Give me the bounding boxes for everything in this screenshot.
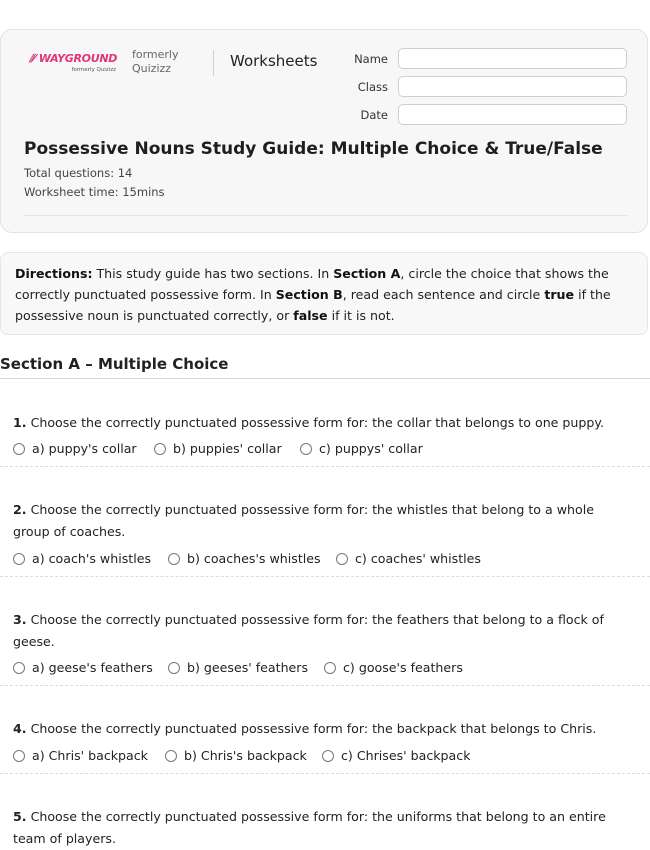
option-label: b) puppies' collar <box>173 441 282 456</box>
question-separator <box>0 685 650 686</box>
true-keyword: true <box>544 287 575 302</box>
question-3-options <box>13 660 463 675</box>
radio-icon[interactable] <box>168 662 180 674</box>
directions-label: Directions: <box>15 266 93 281</box>
option-c[interactable] <box>300 441 423 456</box>
option-b[interactable] <box>165 748 322 763</box>
question-text: Choose the correctly punctuated possessive form for: the feathers that belong to a flock of geese. <box>13 612 604 649</box>
option-label: a) geese's feathers <box>32 660 153 675</box>
question-1 <box>13 412 633 434</box>
formerly-label: formerly <box>132 48 179 61</box>
formerly-name: Quizizz <box>132 62 172 75</box>
option-c[interactable] <box>324 660 463 675</box>
brand-subtitle: formerly Quizizz <box>71 67 116 73</box>
radio-icon[interactable] <box>336 553 348 565</box>
wayground-logo <box>29 52 119 73</box>
radio-icon[interactable] <box>13 553 25 565</box>
section-a-title: Section A – Multiple Choice <box>0 355 229 373</box>
directions-text: if the possessive noun is punctuated correctly, or <box>15 287 611 323</box>
false-keyword: false <box>293 308 328 323</box>
radio-icon[interactable] <box>168 553 180 565</box>
header-rule <box>24 215 627 216</box>
date-field[interactable] <box>398 104 627 125</box>
question-4 <box>13 718 633 740</box>
worksheets-label: Worksheets <box>230 52 318 70</box>
section-a-ref: Section A <box>333 266 401 281</box>
worksheet-header <box>0 29 648 233</box>
option-a[interactable] <box>13 748 165 763</box>
section-rule <box>0 378 650 379</box>
question-5 <box>13 806 633 850</box>
option-label: a) Chris' backpack <box>32 748 148 763</box>
directions-text: if it is not. <box>327 308 395 323</box>
directions-text: , read each sentence and circle <box>342 287 545 302</box>
radio-icon[interactable] <box>322 750 334 762</box>
header-divider <box>213 50 214 76</box>
option-b[interactable] <box>154 441 300 456</box>
date-label: Date <box>360 108 388 122</box>
option-label: a) puppy's collar <box>32 441 137 456</box>
option-b[interactable] <box>168 660 324 675</box>
option-label: c) coaches' whistles <box>355 551 481 566</box>
option-label: b) Chris's backpack <box>184 748 307 763</box>
question-text: Choose the correctly punctuated possessive form for: the collar that belongs to one puppy. <box>26 415 605 430</box>
radio-icon[interactable] <box>165 750 177 762</box>
radio-icon[interactable] <box>300 443 312 455</box>
class-label: Class <box>357 80 388 94</box>
option-a[interactable] <box>13 660 168 675</box>
option-a[interactable] <box>13 441 154 456</box>
directions-box <box>0 252 648 335</box>
directions-text: This study guide has two sections. In <box>92 266 334 281</box>
question-text: Choose the correctly punctuated possessive form for: the whistles that belong to a whole group of coaches. <box>13 502 594 539</box>
radio-icon[interactable] <box>13 750 25 762</box>
question-separator <box>0 576 650 577</box>
option-label: c) Chrises' backpack <box>341 748 471 763</box>
question-1-options <box>13 441 423 456</box>
worksheet-time: Worksheet time: 15mins <box>24 185 165 199</box>
radio-icon[interactable] <box>154 443 166 455</box>
question-separator <box>0 773 650 774</box>
class-field[interactable] <box>398 76 627 97</box>
question-text: Choose the correctly punctuated possessive form for: the backpack that belongs to Chris. <box>26 721 597 736</box>
radio-icon[interactable] <box>324 662 336 674</box>
section-b-ref: Section B <box>275 287 343 302</box>
option-label: c) puppys' collar <box>319 441 423 456</box>
question-number: 2. <box>13 502 27 517</box>
option-label: b) coaches's whistles <box>187 551 321 566</box>
question-3 <box>13 609 633 653</box>
option-b[interactable] <box>168 551 336 566</box>
logo-mark-icon: ⫽⁄ <box>29 52 39 65</box>
formerly-note <box>132 48 179 76</box>
question-number: 4. <box>13 721 27 736</box>
name-field[interactable] <box>398 48 627 69</box>
option-a[interactable] <box>13 551 168 566</box>
total-questions: Total questions: 14 <box>24 166 133 180</box>
brand-name: WAYGROUND <box>38 52 118 65</box>
question-2 <box>13 499 633 543</box>
option-c[interactable] <box>322 748 471 763</box>
option-label: a) coach's whistles <box>32 551 152 566</box>
question-2-options <box>13 551 481 566</box>
question-4-options <box>13 748 471 763</box>
option-label: b) geeses' feathers <box>187 660 309 675</box>
question-text: Choose the correctly punctuated possessive form for: the uniforms that belong to an entire team of players. <box>13 809 606 846</box>
question-number: 5. <box>13 809 27 824</box>
directions-text: , circle the choice that shows the correctly punctuated possessive form. In <box>15 266 609 302</box>
question-separator <box>0 466 650 467</box>
option-c[interactable] <box>336 551 481 566</box>
radio-icon[interactable] <box>13 443 25 455</box>
option-label: c) goose's feathers <box>343 660 463 675</box>
question-number: 3. <box>13 612 27 627</box>
radio-icon[interactable] <box>13 662 25 674</box>
name-label: Name <box>354 52 388 66</box>
worksheet-title: Possessive Nouns Study Guide: Multiple Choice & True/False <box>24 139 603 159</box>
question-number: 1. <box>13 415 27 430</box>
